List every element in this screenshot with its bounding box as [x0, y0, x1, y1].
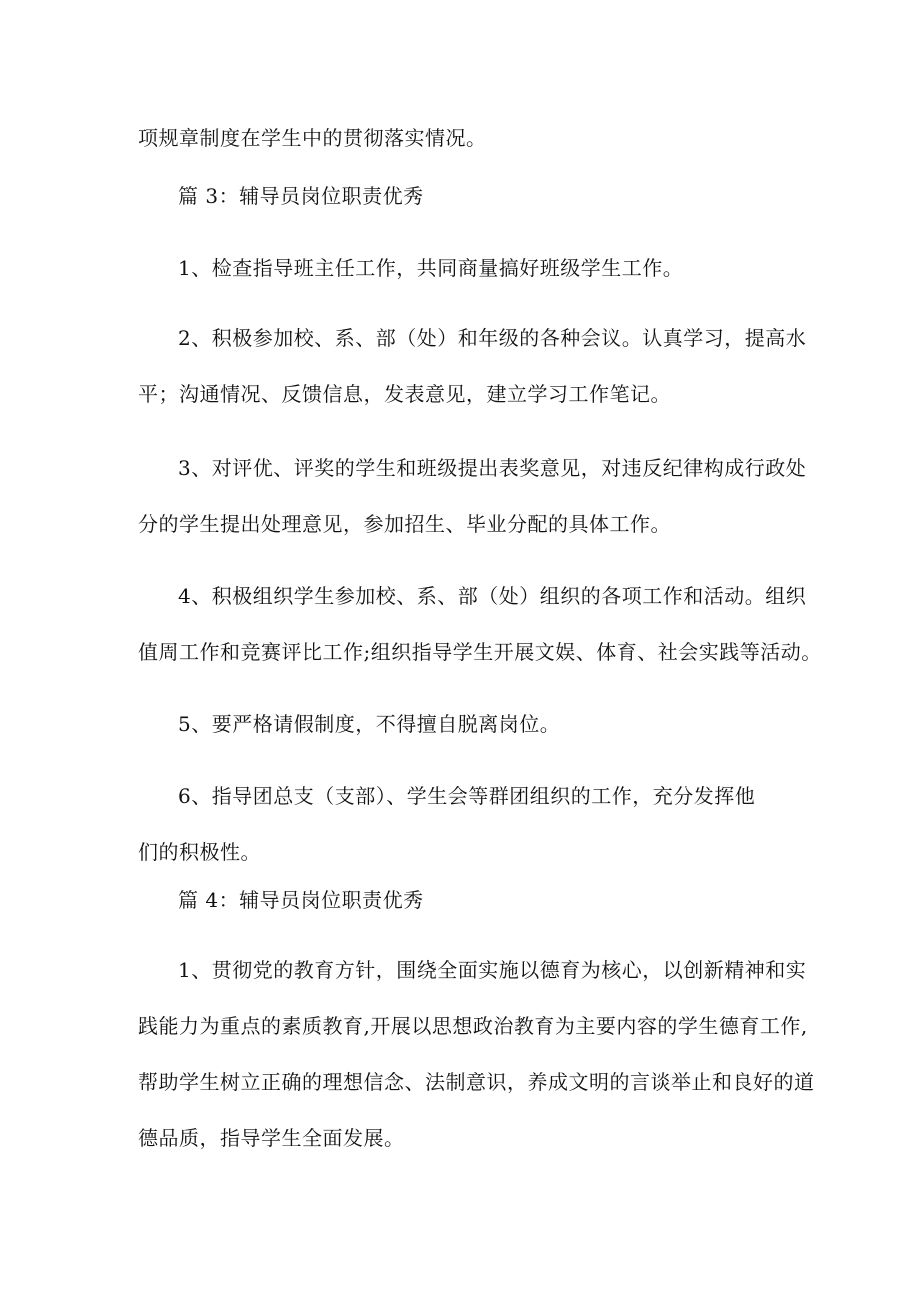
text-line: 2、积极参加校、系、部（处）和年级的各种会议。认真学习，提高水 — [178, 326, 807, 350]
text-line: 德品质，指导学生全面发展。 — [138, 1126, 405, 1150]
section-heading: 篇 3：辅导员岗位职责优秀 — [178, 184, 424, 208]
text-line: 1、贯彻党的教育方针，围绕全面实施以德育为核心，以创新精神和实 — [178, 958, 807, 982]
text-line: 分的学生提出处理意见，参加招生、毕业分配的具体工作。 — [138, 512, 671, 536]
text-line: 践能力为重点的素质教育,开展以思想政治教育为主要内容的学生德育工作, — [138, 1014, 808, 1038]
text-line: 们的积极性。 — [138, 840, 261, 864]
text-line: 1、检查指导班主任工作，共同商量搞好班级学生工作。 — [178, 256, 684, 280]
section-heading: 篇 4：辅导员岗位职责优秀 — [178, 888, 424, 912]
text-line: 帮助学生树立正确的理想信念、法制意识，养成文明的言谈举止和良好的道 — [138, 1070, 815, 1094]
text-line: 3、对评优、评奖的学生和班级提出表奖意见，对违反纪律构成行政处 — [178, 456, 807, 480]
text-line: 平；沟通情况、反馈信息，发表意见，建立学习工作笔记。 — [138, 382, 671, 406]
text-line: 5、要严格请假制度，不得擅自脱离岗位。 — [178, 712, 561, 736]
text-line: 4、积极组织学生参加校、系、部（处）组织的各项工作和活动。组织 — [178, 584, 807, 608]
text-line: 值周工作和竞赛评比工作;组织指导学生开展文娱、体育、社会实践等活动。 — [138, 640, 822, 664]
text-line: 6、指导团总支（支部）、学生会等群团组织的工作，充分发挥他 — [178, 784, 756, 808]
text-line: 项规章制度在学生中的贯彻落实情况。 — [138, 126, 487, 150]
